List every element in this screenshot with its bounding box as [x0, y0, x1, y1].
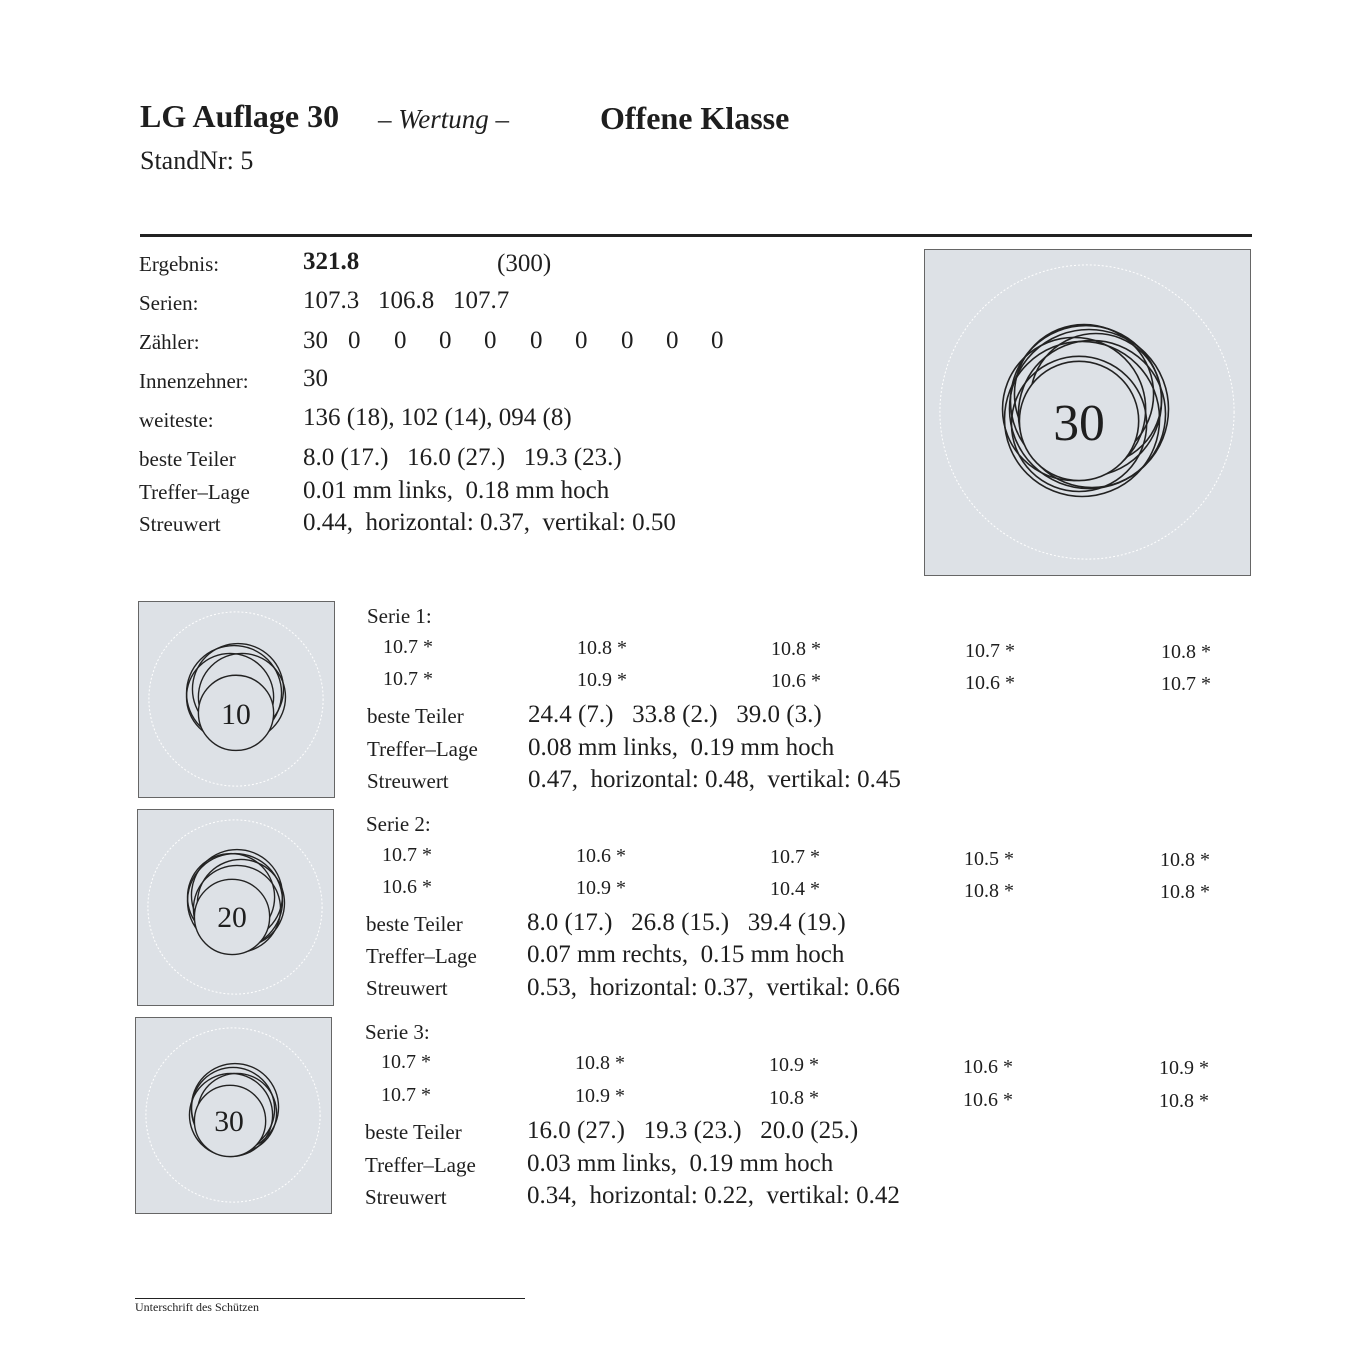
shot-value: 10.9 *	[575, 1085, 625, 1107]
target-diagram	[136, 1018, 331, 1213]
teiler-value: 24.4 (7.) 33.8 (2.) 39.0 (3.)	[528, 701, 822, 728]
signature-line	[135, 1298, 525, 1299]
weiteste-value: 136 (18), 102 (14), 094 (8)	[303, 404, 572, 431]
target-count: 30	[1053, 394, 1105, 452]
teiler-value: 8.0 (17.) 16.0 (27.) 19.3 (23.)	[303, 444, 622, 471]
teiler-label: beste Teiler	[365, 1120, 462, 1144]
serien-label: Serien:	[139, 291, 199, 315]
zaehler-value: 0	[348, 327, 361, 354]
shot-value: 10.5 *	[964, 848, 1014, 870]
zaehler-value: 0	[666, 327, 679, 354]
shot-value: 10.9 *	[577, 669, 627, 691]
lage-value: 0.01 mm links, 0.18 mm hoch	[303, 477, 610, 504]
streu-label: Streuwert	[367, 769, 449, 793]
shot-value: 10.6 *	[771, 670, 821, 692]
page-subtitle: – Wertung –	[378, 104, 510, 134]
lage-value: 0.03 mm links, 0.19 mm hoch	[527, 1150, 834, 1177]
shot-value: 10.8 *	[577, 637, 627, 659]
innenzehner-label: Innenzehner:	[139, 369, 249, 393]
lage-value: 0.07 mm rechts, 0.15 mm hoch	[527, 941, 845, 968]
zaehler-value: 0	[621, 327, 634, 354]
series-target-image	[137, 809, 334, 1006]
shot-value: 10.7 *	[381, 1051, 431, 1073]
teiler-value: 8.0 (17.) 26.8 (15.) 39.4 (19.)	[527, 909, 846, 936]
lage-label: Treffer–Lage	[366, 944, 477, 968]
zaehler-value: 0	[439, 327, 452, 354]
shot-value: 10.8 *	[771, 638, 821, 660]
lage-value: 0.08 mm links, 0.19 mm hoch	[528, 734, 835, 761]
stand-number: StandNr: 5	[140, 146, 254, 175]
series-target-image	[135, 1017, 332, 1214]
shot-value: 10.7 *	[382, 844, 432, 866]
zaehler-value: 0	[711, 327, 724, 354]
streu-value: 0.53, horizontal: 0.37, vertikal: 0.66	[527, 974, 900, 1001]
target-diagram	[139, 602, 334, 797]
shot-value: 10.7 *	[965, 640, 1015, 662]
shot-value: 10.8 *	[1159, 1090, 1209, 1112]
shot-value: 10.4 *	[770, 878, 820, 900]
series-target-image	[138, 601, 335, 798]
shot-value: 10.8 *	[769, 1087, 819, 1109]
teiler-label: beste Teiler	[367, 704, 464, 728]
shot-value: 10.7 *	[383, 668, 433, 690]
shot-value: 10.6 *	[965, 672, 1015, 694]
zaehler-value: 0	[575, 327, 588, 354]
streu-label: Streuwert	[366, 976, 448, 1000]
ergebnis-label: Ergebnis:	[139, 252, 220, 276]
lage-label: Treffer–Lage	[365, 1153, 476, 1177]
zaehler-value: 0	[484, 327, 497, 354]
zaehler-value: 0	[394, 327, 407, 354]
shot-value: 10.7 *	[770, 846, 820, 868]
target-diagram	[138, 810, 333, 1005]
streu-label: Streuwert	[139, 512, 221, 536]
shot-value: 10.8 *	[1160, 881, 1210, 903]
series-label: Serie 1:	[367, 604, 432, 628]
weiteste-label: weiteste:	[139, 408, 214, 432]
shot-value: 10.6 *	[576, 845, 626, 867]
class-label: Offene Klasse	[600, 100, 790, 136]
shot-value: 10.8 *	[1160, 849, 1210, 871]
lage-label: Treffer–Lage	[139, 480, 250, 504]
zaehler-label: Zähler:	[139, 330, 200, 354]
shot-value: 10.7 *	[1161, 673, 1211, 695]
series-label: Serie 2:	[366, 812, 431, 836]
ergebnis-ring: (300)	[497, 250, 552, 277]
series-count: 20	[217, 901, 247, 934]
series-count: 10	[221, 698, 251, 731]
shot-value: 10.6 *	[963, 1056, 1013, 1078]
teiler-label: beste Teiler	[139, 447, 236, 471]
ergebnis-value: 321.8	[303, 248, 360, 275]
signature-label: Unterschrift des Schützen	[135, 1300, 259, 1314]
shot-value: 10.9 *	[1159, 1057, 1209, 1079]
teiler-label: beste Teiler	[366, 912, 463, 936]
shot-value: 10.9 *	[769, 1054, 819, 1076]
series-label: Serie 3:	[365, 1020, 430, 1044]
streu-value: 0.44, horizontal: 0.37, vertikal: 0.50	[303, 509, 676, 536]
series-count: 30	[214, 1105, 244, 1138]
shot-value: 10.6 *	[382, 876, 432, 898]
shot-value: 10.9 *	[576, 877, 626, 899]
zaehler-value: 30	[303, 327, 328, 354]
zaehler-value: 0	[530, 327, 543, 354]
target-diagram	[925, 250, 1250, 575]
header-divider	[140, 234, 1252, 237]
shot-value: 10.8 *	[1161, 641, 1211, 663]
shot-value: 10.8 *	[575, 1052, 625, 1074]
streu-value: 0.47, horizontal: 0.48, vertikal: 0.45	[528, 766, 901, 793]
shot-value: 10.6 *	[963, 1089, 1013, 1111]
streu-label: Streuwert	[365, 1185, 447, 1209]
streu-value: 0.34, horizontal: 0.22, vertikal: 0.42	[527, 1182, 900, 1209]
innenzehner-value: 30	[303, 365, 328, 392]
serien-value: 107.3 106.8 107.7	[303, 287, 510, 314]
overall-target-image	[924, 249, 1251, 576]
shot-value: 10.7 *	[381, 1084, 431, 1106]
shot-value: 10.7 *	[383, 636, 433, 658]
shot-value: 10.8 *	[964, 880, 1014, 902]
teiler-value: 16.0 (27.) 19.3 (23.) 20.0 (25.)	[527, 1117, 859, 1144]
page-title: LG Auflage 30	[140, 98, 340, 134]
lage-label: Treffer–Lage	[367, 737, 478, 761]
